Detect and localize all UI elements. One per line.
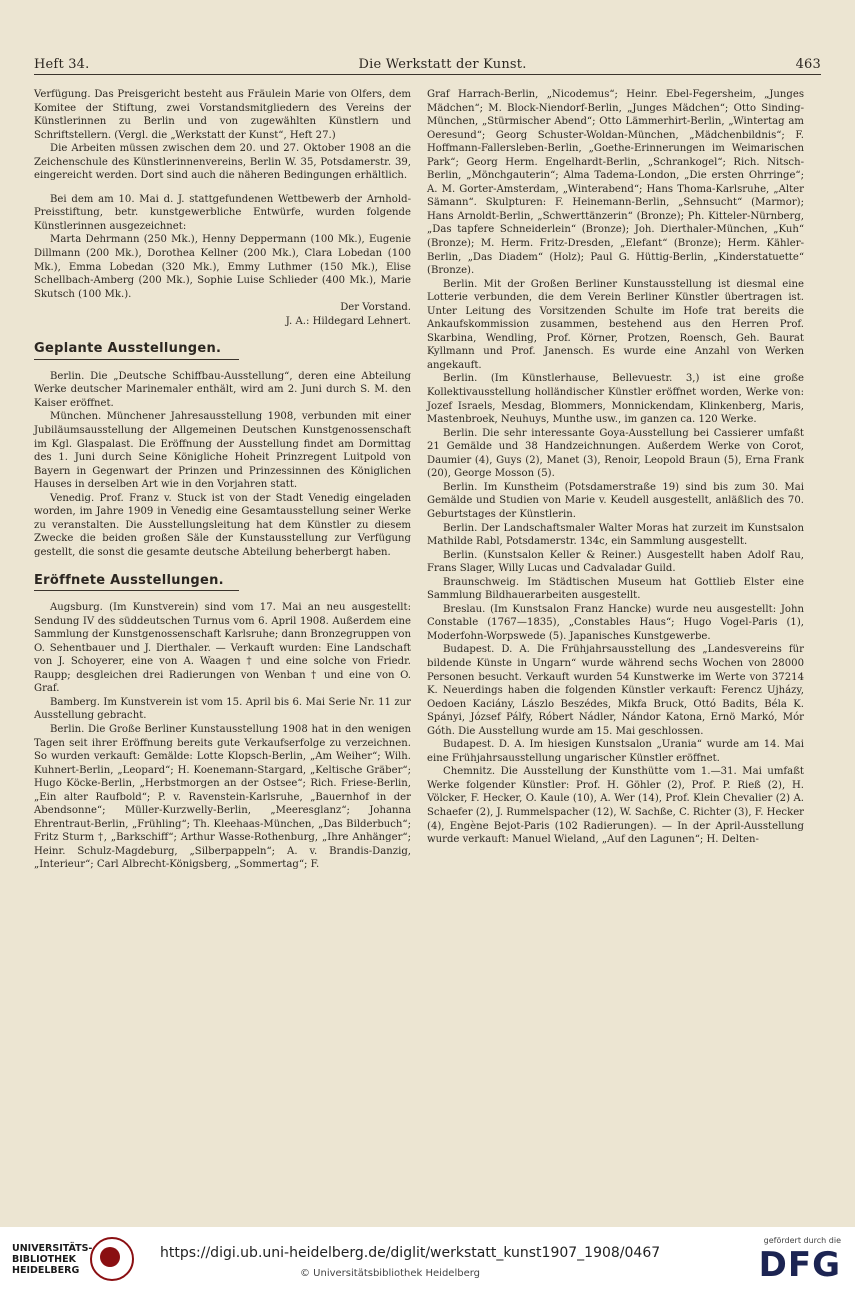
paragraph: Chemnitz. Die Ausstellung der Kunsthütte vom 1.—31. Mai umfaßt Werke folgender Künstler: Prof. H. Göhler (2), Prof. P. Rieß (2), H. Völcker, F. Hecker, O. Kaule (10), A. Wer (14), Prof. Klein Chevalier (2) A. Schaefer (2), J. Rummelspacher (12), W. Sachße, C. Richter (3), F. Hecker (4), Engène Bejot-Paris (102 Radierungen). — In der April-Ausstellung wurde verkauft: Manuel Wieland, „Auf den Lagunen“; H. Delten-: [427, 766, 804, 846]
page-number: 463: [795, 57, 821, 72]
spacer: [34, 183, 411, 193]
left-column: [34, 88, 411, 872]
logo-line: BIBLIOTHEK: [12, 1254, 76, 1265]
issue-number: Heft 34.: [34, 57, 90, 72]
library-logo[interactable]: [12, 1243, 92, 1276]
paragraph: Budapest. D. A. Im hiesigen Kunstsalon „Urania“ wurde am 14. Mai eine Frühjahrsausstellung ungarischer Künstler eröffnet.: [427, 739, 804, 764]
seal-icon: [90, 1237, 134, 1281]
page-header: [34, 50, 821, 72]
paragraph: Berlin. Der Landschaftsmaler Walter Moras hat zurzeit im Kunstsalon Mathilde Rabl, Potsdamerstr. 134c, ein Sammlung ausgestellt.: [427, 522, 804, 548]
dfg-logo[interactable]: DFG: [758, 1245, 841, 1285]
right-column: [427, 88, 804, 847]
section-heading-planned: Geplante Ausstellungen.: [34, 342, 239, 360]
paragraph: Berlin. Die sehr interessante Goya-Ausstellung bei Cassierer umfaßt 21 Gemälde und 38 Handzeichnungen. Außerdem Werke von Corot, Daumier (4), Guys (2), Manet (3), Renoir, Leopold Braun (5), Erna Frank (20), George Mosson (5).: [427, 427, 804, 480]
section-heading-opened: Eröffnete Ausstellungen.: [34, 574, 239, 592]
paragraph: München. Münchener Jahresausstellung 1908, verbunden mit einer Jubiläumsausstellung der Allgemeinen Deutschen Kunstgenossenschaft im Kgl. Glaspalast. Die Eröffnung der Ausstellung findet am Dormittag des 1. Juni durch Seine Königliche Hoheit Prinzregent Luitpold von Bayern in Gegenwart der Prinzen und Prinzessinnen des Königlichen Hauses in derselben Art wie in den Vorjahren statt.: [34, 411, 411, 491]
signature-name: J. A.: Hildegard Lehnert.: [285, 315, 411, 327]
paragraph: Berlin. (Kunstsalon Keller & Reiner.) Ausgestellt haben Adolf Rau, Frans Slager, Willy Lucas und Cadvaladar Guild.: [427, 549, 804, 575]
footer-bar: [0, 1227, 855, 1293]
paragraph: Budapest. D. A. Die Frühjahrsausstellung des „Landesvereins für bildende Künste in Ungarn“ wurde während sechs Wochen von 28000 Personen besucht. Verkauft wurden 54 Kunstwerke im Werte von 37214 K. Neuerdings haben die folgenden Künstler verkauft: Ferencz Ujházy, Oedoen Kaciány, Lászlo Beszédes, Mikfa Bruck, Ottó Badits, Béla K. Spányi, József Pálfy, Róbert Nádler, Nándor Katona, Ernö Markó, Mór Góth. Die Ausstellung wurde am 15. Mai geschlossen.: [427, 644, 804, 737]
permalink[interactable]: https://digi.ub.uni-heidelberg.de/diglit/werkstatt_kunst1907_1908/0467: [160, 1245, 661, 1261]
paragraph: Venedig. Prof. Franz v. Stuck ist von der Stadt Venedig eingeladen worden, im Jahre 1909 in Venedig eine Gesamtausstellung seiner Werke zu veranstalten. Die Ausstellungsleitung hat dem Künstler zu diesem Zwecke die beiden großen Säle der Kunstausstellung zur Verfügung gestellt, die sonst die gesamte deutsche Abteilung beherbergt haben.: [34, 492, 411, 558]
paragraph: Bamberg. Im Kunstverein ist vom 15. April bis 6. Mai Serie Nr. 11 zur Ausstellung gebracht.: [34, 696, 411, 722]
paragraph: Berlin. Im Kunstheim (Potsdamerstraße 19) sind bis zum 30. Mai Gemälde und Studien von Marie v. Keudell ausgestellt, anläßlich des 70. Geburtstages der Künstlerin.: [427, 481, 804, 520]
paragraph: Die Arbeiten müssen zwischen dem 20. und 27. Oktober 1908 an die Zeichenschule des Künstlerinnenvereins, Berlin W. 35, Potsdamerstr. 39, eingereicht werden. Dort sind auch die näheren Bedingungen erhältlich.: [34, 143, 411, 182]
funding-label: gefördert durch die: [763, 1236, 841, 1245]
paragraph: Berlin. Die „Deutsche Schiffbau-Ausstellung“, deren eine Abteilung Werke deutscher Marinemaler enthält, wird am 2. Juni durch S. M. den Kaiser eröffnet.: [34, 370, 411, 409]
header-rule: [34, 74, 821, 75]
copyright-notice: © Universitätsbibliothek Heidelberg: [300, 1268, 481, 1279]
paragraph: Braunschweig. Im Städtischen Museum hat Gottlieb Elster eine Sammlung Bildhauerarbeiten ausgestellt.: [427, 576, 804, 602]
logo-line: UNIVERSITÄTS-: [12, 1243, 93, 1254]
logo-line: HEIDELBERG: [12, 1265, 80, 1276]
paragraph: Graf Harrach-Berlin, „Nicodemus“; Heinr. Ebel-Fegersheim, „Junges Mädchen“; M. Block-Niendorf-Berlin, „Junges Mädchen“; Otto Sinding-München, „Stürmischer Abend“; Otto Lämmerhirt-Berlin, „Wintertag am Oeresund“; Georg Schuster-Woldan-München, „Mädchenbildnis“; F. Hoffmann-Fallersleben-Berlin, „Goethe-Erinnerungen im Weimarischen Park“; Georg Herm. Engelhardt-Berlin, „Schrankogel“; Rich. Nitsch-Berlin, „Mönchgauterin“; Alma Tadema-London, „Die ersten Ohrringe“; A. M. Gorter-Amsterdam, „Winterabend“; Hans Thoma-Karlsruhe, „Alter Sämann“. Skulpturen: F. Heinemann-Berlin, „Sehnsucht“ (Marmor); Hans Arnoldt-Berlin, „Schwerttänzerin“ (Bronze); Ph. Kitteler-Nürnberg, „Das tapfere Schneiderlein“ (Bronze); Joh. Dierthaler-München, „Kuh“ (Bronze); M. Herm. Fritz-Dresden, „Elefant“ (Bronze); Herm. Kähler-Berlin, „Das Diadem“ (Holz); Paul G. Hüttig-Berlin, „Kinderstatuette“ (Bronze).: [427, 89, 804, 277]
paragraph: Berlin. (Im Künstlerhause, Bellevuestr. 3,) ist eine große Kollektivausstellung holländischer Künstler eröffnet worden, Werke von: Jozef Israels, Mesdag, Blommers, Monnickendam, Klinkenberg, Maris, Mastenbroek, Neuhuys, Munthe usw., im ganzen ca. 120 Werke.: [427, 373, 804, 426]
paragraph: Marta Dehrmann (250 Mk.), Henny Deppermann (100 Mk.), Eugenie Dillmann (200 Mk.), Dorothea Kellner (200 Mk.), Clara Lobedan (100 Mk.), Emma Lobedan (320 Mk.), Emmy Luthmer (150 Mk.), Elise Schellbach-Amberg (200 Mk.), Sophie Luise Schlieder (400 Mk.), Marie Skutsch (100 Mk.).: [34, 234, 411, 300]
paragraph: Bei dem am 10. Mai d. J. stattgefundenen Wettbewerb der Arnhold-Preisstiftung, betr. kunstgewerbliche Entwürfe, wurden folgende Künstlerinnen ausgezeichnet:: [34, 193, 411, 232]
paragraph: Berlin. Die Große Berliner Kunstausstellung 1908 hat in den wenigen Tagen seit ihrer Eröffnung bereits gute Verkaufserfolge zu verzeichnen. So wurden verkauft: Gemälde: Lotte Klopsch-Berlin, „Am Weiher“; Wilh. Kuhnert-Berlin, „Leopard“; H. Koenemann-Stargard, „Keltische Gräber“; Hugo Köcke-Berlin, „Herbstmorgen an der Ostsee“; Rich. Friese-Berlin, „Ein alter Raufbold“; P. v. Ravenstein-Karlsruhe, „Bauernhof in der Abendsonne“; Müller-Kurzwelly-Berlin, „Meeresglanz“; Johanna Ehrentraut-Berlin, „Frühling“; Th. Kleehaas-München, „Das Bilderbuch“; Fritz Sturm †, „Barkschiff“; Arthur Wasse-Rothenburg, „Ihre Anhänger“; Heinr. Schulz-Magdeburg, „Silberpappeln“; A. v. Brandis-Danzig, „Interieur“; Carl Albrecht-Königsberg, „Sommertag“; F.: [34, 723, 411, 871]
paragraph: Augsburg. (Im Kunstverein) sind vom 17. Mai an neu ausgestellt: Sendung IV des süddeutschen Turnus vom 6. April 1908. Außerdem eine Sammlung der Kunstgenossenschaft Karlsruhe; dann Bronzegruppen von O. Sehentbauer und J. Dierthaler. — Verkauft wurden: Eine Landschaft von J. Schoyerer, eine von A. Waagen † und eine solche von Friedr. Raupp; desgleichen drei Radierungen von Wenban † und eine von O. Graf.: [34, 602, 411, 695]
paragraph: Berlin. Mit der Großen Berliner Kunstausstellung ist diesmal eine Lotterie verbunden, die dem Verein Berliner Künstler übertragen ist. Unter Leitung des Vorsitzenden Schulte im Hofe trat bereits die Ankaufskommission zusammen, bestehend aus den Herren Prof. Skarbina, Wendling, Prof. Körner, Protzen, Roensch, Geh. Baurat Kyllmann und Prof. Janensch. Es wurde eine Anzahl von Werken angekauft.: [427, 278, 804, 371]
signature-board: Der Vorstand.: [340, 302, 411, 314]
paragraph: Breslau. (Im Kunstsalon Franz Hancke) wurde neu ausgestellt: John Constable (1767—1835), „Constables Haus“; Hugo Vogel-Paris (1), Moderfohn-Worpswede (5). Japanisches Kunstgewerbe.: [427, 603, 804, 642]
journal-title: Die Werkstatt der Kunst.: [358, 57, 527, 72]
paragraph: Verfügung. Das Preisgericht besteht aus Fräulein Marie von Olfers, dem Komitee der Stiftung, zwei Vorstandsmitgliedern des Vereins der Künstlerinnen zu Berlin und von zugewählten Künstlern und Schriftstellern. (Vergl. die „Werkstatt der Kunst“, Heft 27.): [34, 89, 411, 141]
